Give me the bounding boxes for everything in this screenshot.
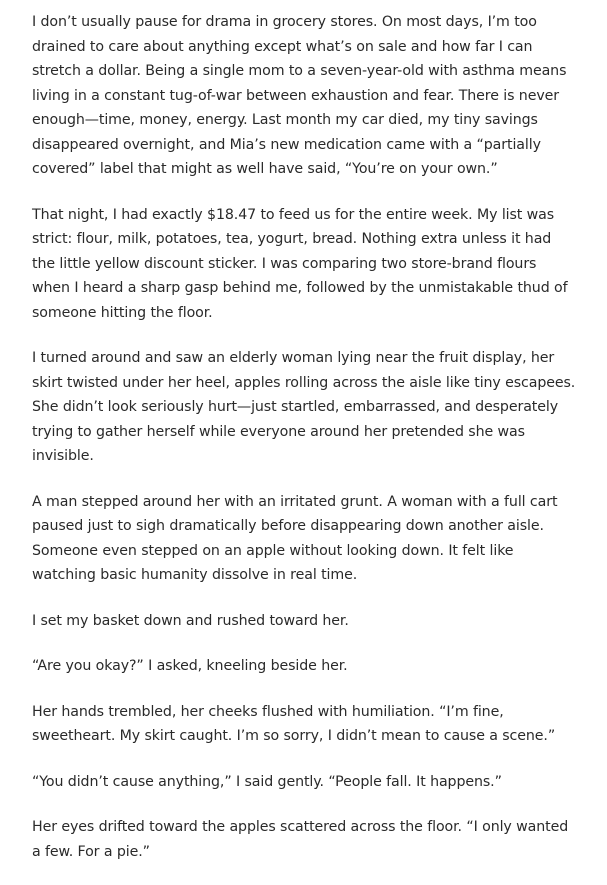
paragraph-9: Her eyes drifted toward the apples scattered across the floor. “I only wanted a few. For a pie.” xyxy=(32,819,569,860)
paragraph-6: “Are you okay?” I asked, kneeling beside her. xyxy=(32,658,348,674)
paragraph-4: A man stepped around her with an irritated grunt. A woman with a full cart paused just to sigh dramatically before disappearing down another aisle. Someone even stepped on an apple without looking down. It felt like watching basic humanity dissolve in real time. xyxy=(32,493,558,583)
paragraph-8: “You didn’t cause anything,” I said gently. “People fall. It happens.” xyxy=(32,773,502,790)
paragraph-2: That night, I had exactly $18.47 to feed us for the entire week. My list was strict: flour, milk, potatoes, tea, yogurt, bread. Nothing extra unless it had the little yellow discount sticker. I was comparing two store-brand flours when I heard a sharp gasp behind me, followed by the unmistakable thud of someone hitting the floor. xyxy=(32,206,568,321)
paragraph-7: Her hands trembled, her cheeks flushed with humiliation. “I’m fine, sweetheart. My skirt caught. I’m so sorry, I didn’t mean to cause a scene.” xyxy=(32,703,556,744)
paragraph-5: I set my basket down and rushed toward her. xyxy=(32,612,349,629)
paragraph-3: I turned around and saw an elderly woman lying near the fruit display, her skirt twisted under her heel, apples rolling across the aisle like tiny escapees. She didn’t look seriously hurt—just startled, embarrassed, and desperately trying to gather herself while everyone around her pretended she was invisible. xyxy=(32,350,576,464)
paragraph-1: I don’t usually pause for drama in grocery stores. On most days, I’m too drained to care about anything except what’s on sale and how far I can stretch a dollar. Being a single mom to a seven-year-old with asthma means living in a constant tug-of-war between exhaustion and fear. There is never enough—time, money, energy. Last month my car died, my tiny savings disappeared overnight, and Mia’s new medication came with a “partially covered” label that might as well have said, “You’re on your own.” xyxy=(32,14,567,177)
article-body xyxy=(32,10,578,885)
